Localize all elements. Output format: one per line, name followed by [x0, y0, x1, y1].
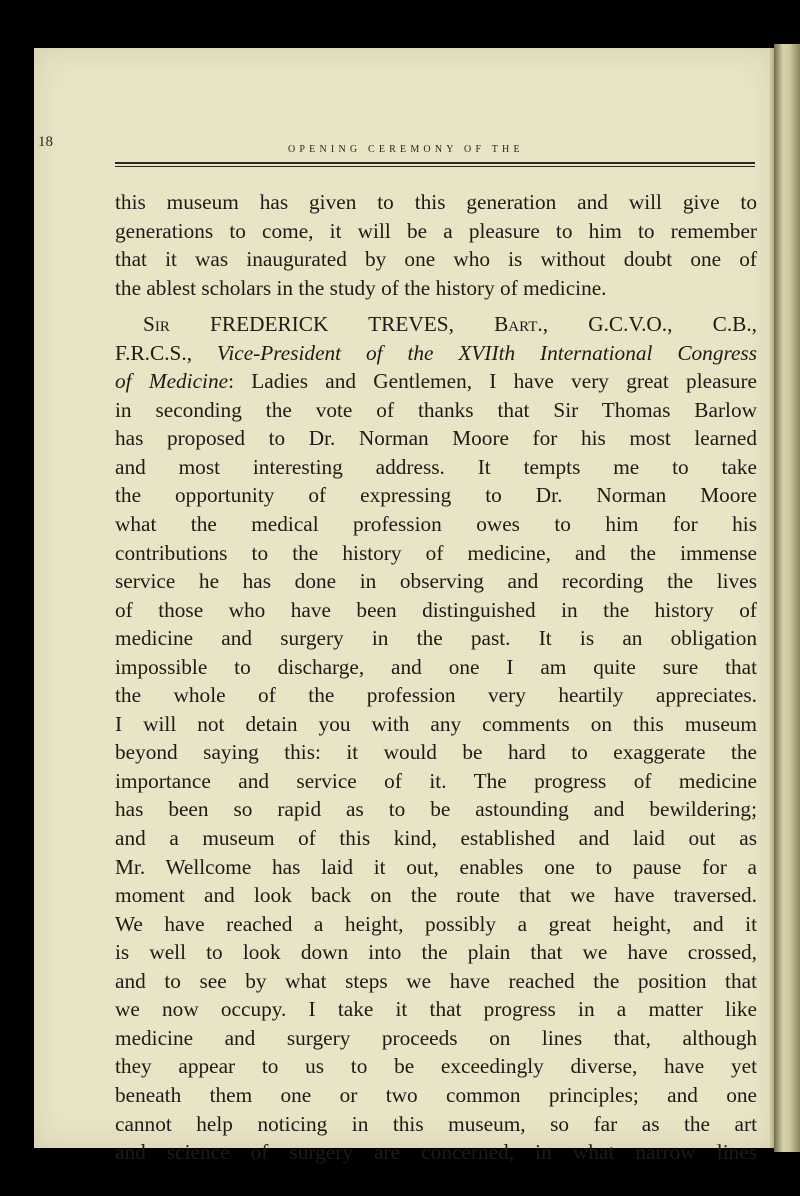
text-line: this museum has given to this generation and will give to: [115, 190, 757, 214]
text-line: cannot help noticing in this museum, so far as the art: [115, 1111, 757, 1136]
text-line: contributions to the history of medicine, and the immense: [115, 540, 757, 565]
text-line: importance and service of it. The progress of medicine: [115, 768, 757, 793]
text-line: the whole of the profession very heartily appreciates.: [115, 683, 757, 708]
text-line: and most interesting address. It tempts me to take: [115, 454, 757, 479]
page-number: 18: [38, 134, 53, 150]
text-line: and science of surgery are concerned, in what narrow lines: [115, 1140, 757, 1165]
text-line: medicine and surgery proceeds on lines that, although: [115, 1025, 757, 1050]
running-head: OPENING CEREMONY OF THE: [288, 144, 524, 155]
text-line: we now occupy. I take it that progress in a matter like: [115, 997, 757, 1022]
text-line: the ablest scholars in the study of the history of medicine.: [115, 275, 607, 300]
paragraph-2: [115, 310, 757, 1166]
text-line: in seconding the vote of thanks that Sir Thomas Barlow: [115, 397, 757, 422]
text-line: generations to come, it will be a pleasure to him to remember: [115, 218, 757, 243]
text-line: and a museum of this kind, established and laid out as: [115, 826, 757, 851]
header-rule-thin: [115, 166, 755, 167]
text-line: Mr. Wellcome has laid it out, enables one to pause for a: [115, 854, 757, 879]
text-line: that it was inaugurated by one who is without doubt one of: [115, 247, 757, 272]
text-line: moment and look back on the route that we have traversed.: [115, 883, 757, 908]
text-line: and to see by what steps we have reached the position that: [115, 968, 757, 993]
body-text: [115, 188, 757, 1167]
speaker-name: Sir FREDERICK TREVES, Bart., G.C.V.O., C.B.,: [143, 312, 757, 337]
header-rule: [115, 162, 755, 164]
text-line: service he has done in observing and recording the lives: [115, 569, 757, 594]
speaker-title-line: of Medicine: Ladies and Gentlemen, I have very great pleasure: [115, 369, 757, 394]
book-binding: [774, 44, 800, 1152]
text-line: I will not detain you with any comments on this museum: [115, 711, 757, 736]
text-line: what the medical profession owes to him for his: [115, 512, 757, 537]
text-line: of those who have been distinguished in the history of: [115, 597, 757, 622]
text-line: medicine and surgery in the past. It is an obligation: [115, 626, 757, 651]
text-line: We have reached a height, possibly a great height, and it: [115, 911, 757, 936]
text-line: impossible to discharge, and one I am quite sure that: [115, 654, 757, 679]
speaker-title-line: F.R.C.S., Vice-President of the XVIIth International Congress: [115, 340, 757, 365]
paragraph-1: [115, 188, 757, 302]
text-line: the opportunity of expressing to Dr. Norman Moore: [115, 483, 757, 508]
text-line: has proposed to Dr. Norman Moore for his most learned: [115, 426, 757, 451]
text-line: is well to look down into the plain that we have crossed,: [115, 940, 757, 965]
text-line: they appear to us to be exceedingly diverse, have yet: [115, 1054, 757, 1079]
text-line: has been so rapid as to be astounding and bewildering;: [115, 797, 757, 822]
text-line: beneath them one or two common principles; and one: [115, 1082, 757, 1107]
text-line: beyond saying this: it would be hard to exaggerate the: [115, 740, 757, 765]
